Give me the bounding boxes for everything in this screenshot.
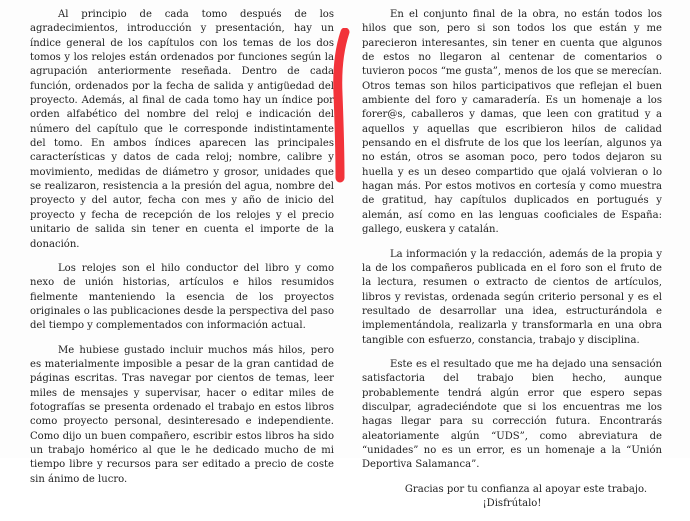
- closing-line: Gracias por tu confianza al apoyar este trabajo. ¡Disfrútalo!: [404, 483, 648, 509]
- red-highlight-stroke: [328, 28, 352, 184]
- right-paragraph-2: La información y la redacción, además de la propia y la de los compañeros publicada en el foro son el fruto de la lectura, resumen o extracto de cientos de artículos, libros y revistas, ordenada según criterio personal y es el resultado de desarrollar una idea, estructurándola e implementándola, realizarla y transformarla en una obra tangible con esfuerzo, constancia, trabajo y disciplina.: [362, 248, 662, 346]
- left-paragraph-1: Al principio de cada tomo después de los agradecimientos, introducción y presentación, hay un índice general de los capítulos con los temas de los dos tomos y los relojes están ordenados por funciones según la agrupación anteriormente reseñada. Dentro de cada función, ordenados por la fecha de salida y antigüedad del proyecto. Además, al final de cada tomo hay un índice por orden alfabético del nombre del reloj e indicación del número del capítulo que le corresponde indistintamente del tomo. En ambos índices aparecen las principales características y datos de cada reloj; nombre, calibre y movimiento, medidas de diámetro y grosor, unidades que se realizaron, resistencia a la presión del agua, nombre del proyecto y del autor, fecha con mes y año de inicio del proyecto y fecha de recepción de los relojes y el precio unitario de salida sin tener en cuenta el importe de la donación.: [30, 9, 334, 250]
- left-paragraph-2: Los relojes son el hilo conductor del libro y como nexo de unión historias, artículos e hilos resumidos fielmente manteniendo la esencia de los proyectos originales o las publicaciones desde la perspectiva del paso del tiempo y complementados con información actual.: [30, 262, 334, 332]
- right-paragraph-3: Este es el resultado que me ha dejado una sensación satisfactoria del trabajo bien hecho, aunque probablemente tendrá algún error que espero sepas disculpar, agradeciéndote que si los encuentras me los hagas llegar para su corrección futura. Encontrarás aleatoriamente algún “UDS”, como abreviatura de “unidades” no es un error, es un homenaje a la “Unión Deportiva Salamanca”.: [362, 358, 662, 471]
- left-paragraph-3: Me hubiese gustado incluir muchos más hilos, pero es materialmente imposible a pesar de la gran cantidad de páginas escritas. Tras navegar por cientos de temas, leer miles de mensajes y supervisar, hacer o editar miles de fotografías se presenta ordenado el trabajo en estos libros como proyecto personal, desinteresado e independiente. Como dijo un buen compañero, escribir estos libros ha sido un trabajo homérico al que le he dedicado mucho de mi tiempo libre y recursos para ser editado a precio de coste sin ánimo de lucro.: [30, 344, 334, 485]
- left-column: [30, 8, 334, 497]
- right-column: [362, 8, 662, 521]
- right-paragraph-1: En el conjunto final de la obra, no están todos los hilos que son, pero si son todos los que están y me parecieron interesantes, sin tener en cuenta que algunos de estos no llegaron al centenar de comentarios o tuvieron pocos “me gusta”, menos de los que se merecían. Otros temas son hilos participativos que reflejan el buen ambiente del foro y camaradería. Es un homenaje a los forer@s, caballeros y damas, que leen con gratitud y a aquellos y aquellas que escribieron hilos de calidad pensando en el disfrute de los que los leerían, algunos ya no están, otros se asoman poco, pero todos dejaron su huella y es un deseo compartido que ojalá volvieran o lo hagan más. Por estos motivos en cortesía y como muestra de gratitud, hay capítulos duplicados en portugués y alemán, así como en las lenguas cooficiales de España: gallego, euskera y catalán.: [362, 9, 662, 236]
